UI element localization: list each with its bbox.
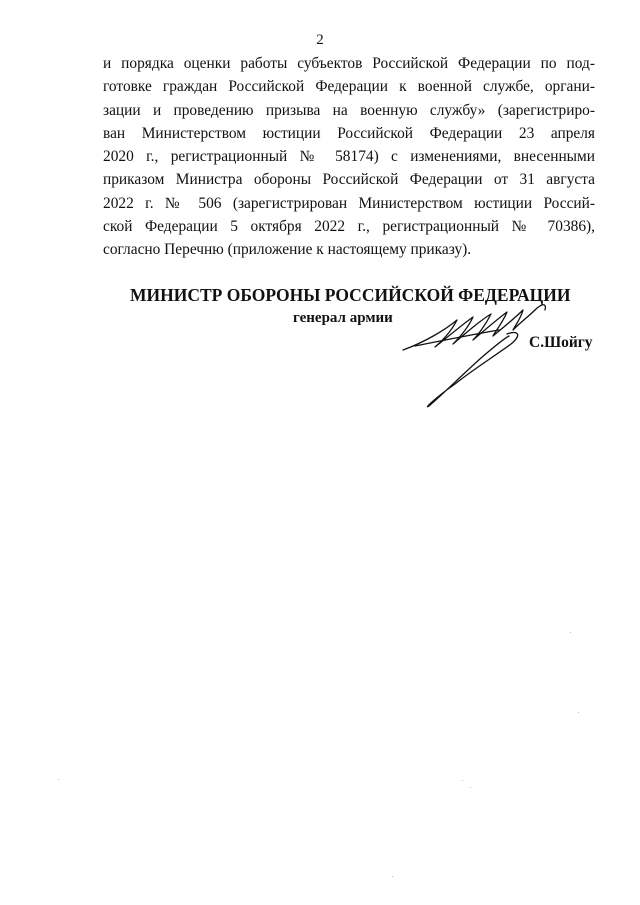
body-line: зации и проведению призыва на военную службу» (зарегистриро- bbox=[103, 101, 595, 119]
body-line: 2020 г., регистрационный № 58174) с изменениями, внесенными bbox=[103, 148, 595, 166]
signatory-name: С.Шойгу bbox=[529, 334, 593, 351]
scan-speck bbox=[58, 779, 59, 780]
body-line: готовке граждан Российской Федерации к военной службе, органи- bbox=[103, 78, 595, 96]
handwritten-signature bbox=[395, 284, 595, 414]
body-line: и порядка оценки работы субъектов Российской Федерации по под- bbox=[103, 55, 595, 72]
page-number: 2 bbox=[316, 32, 324, 48]
signature-block bbox=[0, 284, 640, 424]
body-paragraph bbox=[103, 52, 595, 262]
scan-speck bbox=[392, 876, 393, 877]
signatory-rank: генерал армии bbox=[293, 310, 393, 326]
body-line: 2022 г. № 506 (зарегистрирован Министерством юстиции Россий- bbox=[103, 194, 595, 212]
scan-speck bbox=[470, 787, 471, 788]
scan-speck bbox=[570, 632, 571, 633]
scan-speck bbox=[462, 780, 463, 781]
body-line: согласно Перечню (приложение к настоящему приказу). bbox=[103, 241, 472, 259]
scan-speck bbox=[578, 712, 579, 713]
signatory-position: МИНИСТР ОБОРОНЫ РОССИЙСКОЙ ФЕДЕРАЦИИ bbox=[130, 285, 571, 305]
body-line: ской Федерации 5 октября 2022 г., регистрационный № 70386), bbox=[103, 218, 595, 236]
body-line: приказом Министра обороны Российской Федерации от 31 августа bbox=[103, 171, 595, 189]
body-line: ван Министерством юстиции Российской Федерации 23 апреля bbox=[103, 124, 595, 142]
